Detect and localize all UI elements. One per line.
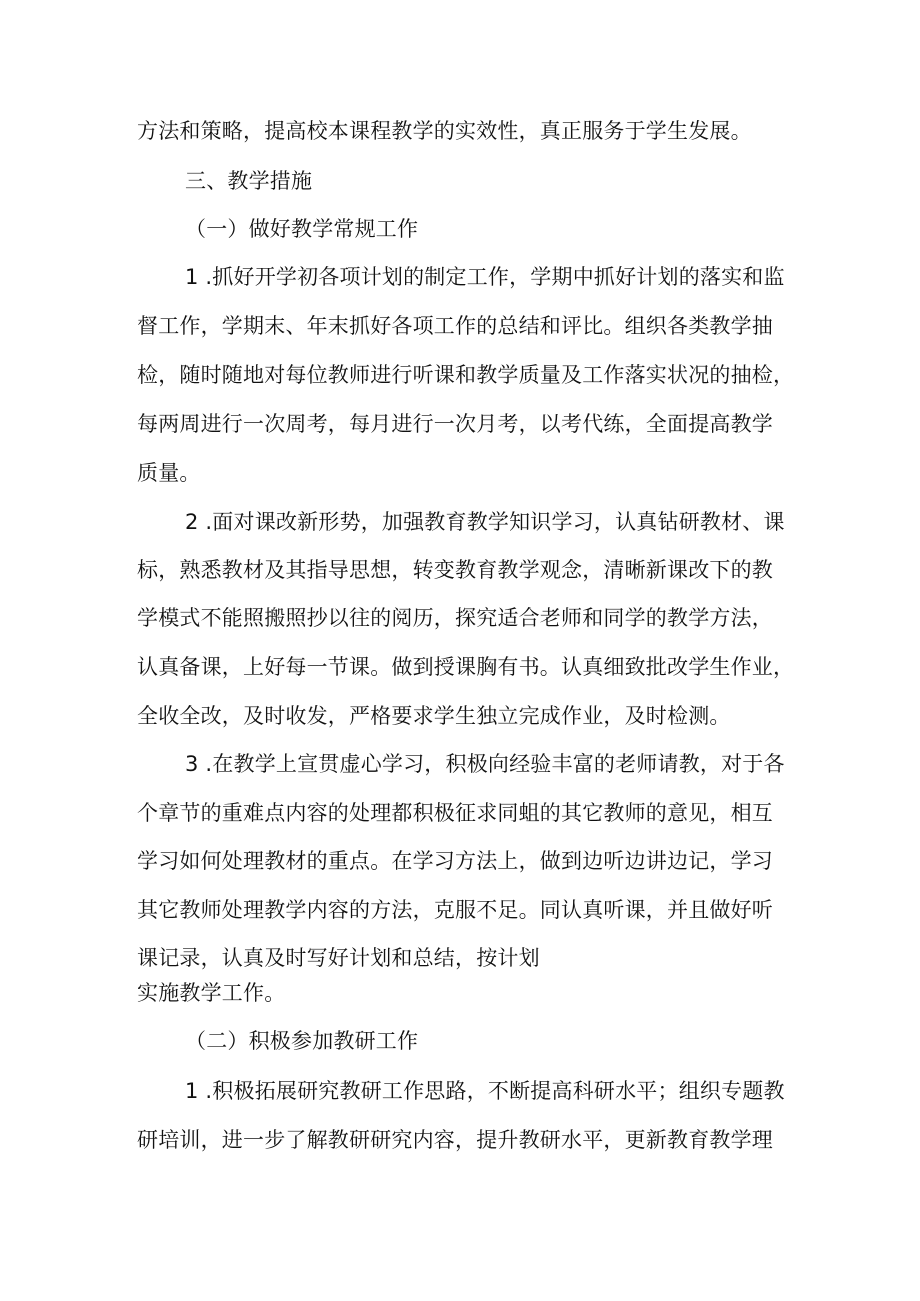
paragraph-line: 方法和策略，提高校本课程教学的实效性，真正服务于学生发展。 [137,119,752,143]
paragraph-line: 全收全改，及时收发，严格要求学生独立完成作业，及时检测。 [137,704,731,728]
section-heading: 三、教学措施 [185,169,313,193]
paragraph-line: 标，熟悉教材及其指导思想，转变教育教学观念，清晰新课改下的教 [137,558,773,582]
paragraph-line: 督工作，学期末、年末抓好各项工作的总结和评比。组织各类教学抽 [137,314,773,338]
paragraph-line: 研培训，进一步了解教研研究内容，提升教研水平，更新教育教学理 [137,1128,773,1152]
paragraph-line: 学习如何处理教材的重点。在学习方法上，做到边听边讲边记，学习 [137,849,773,873]
paragraph-line: 每两周进行一次周考，每月进行一次月考，以考代练，全面提高教学 [137,412,773,436]
paragraph-line: 实施教学工作。 [137,981,286,1005]
paragraph-line: 检，随时随地对每位教师进行听课和教学质量及工作落实状况的抽检， [137,363,795,387]
paragraph-line: 2 .面对课改新形势，加强教育教学知识学习，认真钻研教材、课 [185,510,785,534]
paragraph-line: 个章节的重难点内容的处理都积极征求同蛆的其它教师的意见，相互 [137,801,773,825]
paragraph-line: 其它教师处理教学内容的方法，克服不足。同认真听课，并且做好听 [137,898,773,922]
paragraph-line: 3 .在教学上宣贯虚心学习，积极向经验丰富的老师请教，对于各 [185,752,785,776]
paragraph-line: 课记录，认真及时写好计划和总结，按计划 [137,946,540,970]
subsection-heading: （一）做好教学常规工作 [185,217,419,241]
paragraph-line: 质量。 [137,461,201,485]
paragraph-line: 学模式不能照搬照抄以往的阅历，探究适合老师和同学的教学方法， [137,606,773,630]
paragraph-line: 1 .抓好开学初各项计划的制定工作，学期中抓好计划的落实和监 [185,265,785,289]
paragraph-line: 1 .积极拓展研究教研工作思路，不断提高科研水平；组织专题教 [185,1079,785,1103]
paragraph-line: 认真备课，上好每一节课。做到授课胸有书。认真细致批改学生作业， [137,655,795,679]
subsection-heading: （二）积极参加教研工作 [185,1029,419,1053]
